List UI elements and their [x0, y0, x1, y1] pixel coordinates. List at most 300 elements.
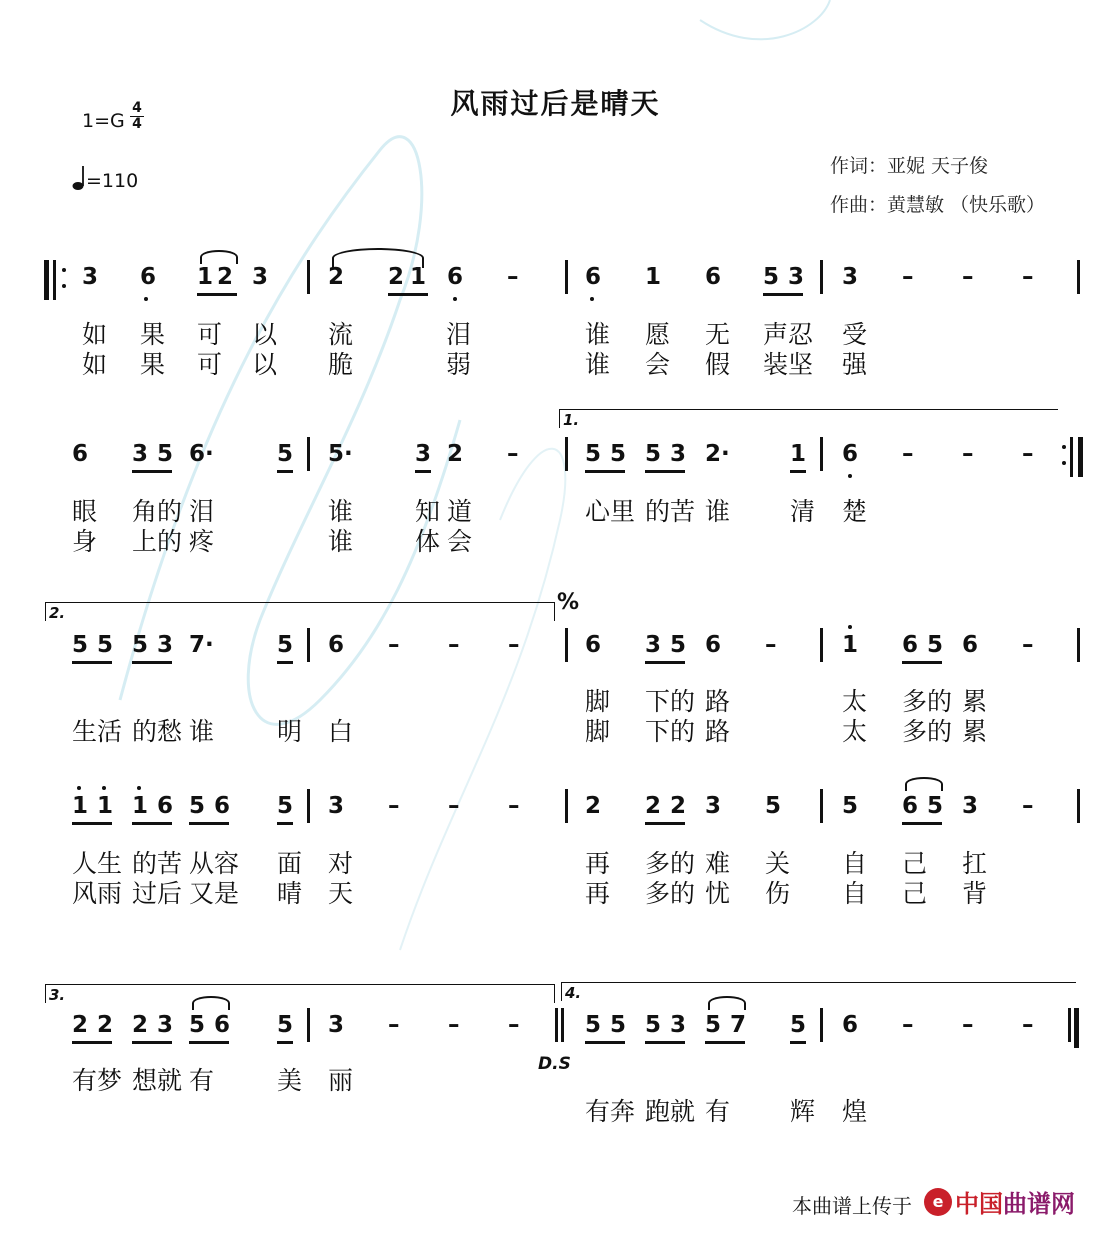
- note: 3: [670, 1012, 687, 1038]
- lyric-char: 太: [842, 717, 868, 746]
- logo-icon: e: [924, 1188, 952, 1216]
- note: 6: [328, 632, 345, 658]
- barline: [1077, 628, 1080, 662]
- beam-underline: [388, 293, 428, 296]
- lyric-char: 活: [97, 717, 123, 746]
- note: 3: [788, 264, 805, 290]
- lyric-char: 会: [645, 350, 671, 379]
- composer: 作曲：黄慧敏 （快乐歌）: [830, 194, 1046, 216]
- barline: [307, 789, 310, 823]
- note: –: [902, 1012, 914, 1038]
- note: 5: [842, 793, 859, 819]
- note: –: [1022, 441, 1034, 467]
- note: 6: [72, 441, 89, 467]
- octave-dot: [848, 474, 852, 478]
- lyric-char: 背: [962, 879, 988, 908]
- note: 6·: [189, 441, 214, 467]
- octave-dot: [137, 786, 141, 790]
- note: –: [508, 1012, 520, 1038]
- lyric-char: 雨: [97, 879, 123, 908]
- lyric-char: 路: [705, 687, 731, 716]
- repeat-start-thick: [44, 260, 49, 300]
- note: 5: [277, 793, 294, 819]
- note: 5: [585, 441, 602, 467]
- note: 3: [157, 1012, 174, 1038]
- note: 3: [328, 793, 345, 819]
- lyric-char: 声: [763, 320, 789, 349]
- note: 5·: [328, 441, 353, 467]
- note: –: [508, 632, 520, 658]
- lyric-char: 疼: [189, 527, 215, 556]
- barline: [820, 628, 823, 662]
- lyric-char: 谁: [328, 497, 354, 526]
- lyric-char: 煌: [842, 1097, 868, 1126]
- volta-bracket-2: [45, 602, 555, 621]
- beam-underline: [763, 293, 803, 296]
- note: –: [388, 1012, 400, 1038]
- lyric-char: 伤: [765, 879, 791, 908]
- note: 2: [388, 264, 405, 290]
- note: 5: [72, 632, 89, 658]
- beam-underline: [645, 1041, 685, 1044]
- beam-underline: [645, 470, 685, 473]
- repeat-end-thick: [1078, 437, 1083, 477]
- note: 2: [217, 264, 234, 290]
- dal-segno: D.S: [538, 1054, 571, 1074]
- barline: [1077, 260, 1080, 294]
- lyric-char: 奔: [610, 1097, 636, 1126]
- lyric-char: 以: [252, 350, 278, 379]
- segno-sign: %: [557, 590, 580, 615]
- lyric-char: 想: [132, 1066, 158, 1095]
- note: 3: [157, 632, 174, 658]
- octave-dot: [62, 268, 66, 272]
- note: –: [1022, 793, 1034, 819]
- lyric-char: 关: [765, 849, 791, 878]
- lyric-char: 流: [328, 320, 354, 349]
- lyric-char: 强: [842, 350, 868, 379]
- lyric-char: 扛: [962, 849, 988, 878]
- beam-underline: [72, 1041, 112, 1044]
- beam-underline: [72, 661, 112, 664]
- note: 5: [705, 1012, 722, 1038]
- lyric-char: 生: [97, 849, 123, 878]
- lyric-char: 果: [140, 350, 166, 379]
- lyric-char: 苦: [157, 849, 183, 878]
- note: 1: [790, 441, 807, 467]
- note: –: [902, 441, 914, 467]
- lyric-char: 如: [82, 320, 108, 349]
- lyric-char: 可: [197, 320, 223, 349]
- lyric-char: 难: [705, 849, 731, 878]
- lyric-char: 自: [842, 849, 868, 878]
- time-sig-top: 4: [132, 100, 142, 116]
- note: 5: [790, 1012, 807, 1038]
- lyric-char: 愁: [157, 717, 183, 746]
- lyric-char: 知: [415, 497, 441, 526]
- note: 6: [842, 441, 859, 467]
- octave-dot: [1062, 461, 1066, 465]
- volta-bracket-3: [45, 984, 555, 1003]
- lyric-char: 己: [902, 879, 928, 908]
- lyric-char: 身: [72, 527, 98, 556]
- note: 1: [842, 632, 859, 658]
- volta-bracket-4: [561, 982, 1076, 1001]
- lyric-char: 多: [645, 849, 671, 878]
- barline: [820, 789, 823, 823]
- note: 6: [902, 793, 919, 819]
- note: 6: [585, 632, 602, 658]
- lyric-char: 又: [189, 879, 215, 908]
- key-text: 1=G: [82, 110, 125, 132]
- note: 6: [962, 632, 979, 658]
- note: 5: [765, 793, 782, 819]
- lyric-char: 忍: [788, 320, 814, 349]
- note: –: [507, 264, 519, 290]
- barline: [1070, 437, 1073, 477]
- barline: [555, 1008, 558, 1042]
- note: 6: [705, 632, 722, 658]
- note: 3: [705, 793, 722, 819]
- note: 7·: [189, 632, 214, 658]
- note: 3: [328, 1012, 345, 1038]
- note: 5: [645, 441, 662, 467]
- note: 3: [132, 441, 149, 467]
- note: 2: [670, 793, 687, 819]
- lyric-char: 果: [140, 320, 166, 349]
- song-title: 风雨过后是晴天: [450, 87, 661, 120]
- lyric-char: 下: [645, 687, 671, 716]
- lyric-char: 风: [72, 879, 98, 908]
- note: 6: [140, 264, 157, 290]
- note: 6: [902, 632, 919, 658]
- note: 3: [82, 264, 99, 290]
- lyric-char: 梦: [97, 1066, 123, 1095]
- barline: [307, 628, 310, 662]
- barline: [1068, 1008, 1071, 1042]
- note: 5: [97, 632, 114, 658]
- lyric-char: 的: [132, 717, 158, 746]
- note: 3: [962, 793, 979, 819]
- lyric-char: 累: [962, 687, 988, 716]
- lyric-char: 下: [645, 717, 671, 746]
- lyric-char: 苦: [670, 497, 696, 526]
- note: 3: [415, 441, 432, 467]
- lyric-char: 就: [157, 1066, 183, 1095]
- lyric-char: 受: [842, 320, 868, 349]
- note: 5: [189, 1012, 206, 1038]
- lyric-char: 天: [328, 879, 354, 908]
- lyric-char: 多: [645, 879, 671, 908]
- note: 5: [610, 441, 627, 467]
- barline: [565, 260, 568, 294]
- tempo-text: =110: [86, 170, 139, 192]
- lyric-char: 累: [962, 717, 988, 746]
- lyric-char: 丽: [328, 1066, 354, 1095]
- note: 5: [670, 632, 687, 658]
- note: 6: [842, 1012, 859, 1038]
- barline: [1077, 789, 1080, 823]
- note: 5: [132, 632, 149, 658]
- lyric-char: 脚: [585, 687, 611, 716]
- footer-text: 本曲谱上传于: [792, 1194, 912, 1218]
- lyric-char: 太: [842, 687, 868, 716]
- note: 2: [97, 1012, 114, 1038]
- lyric-char: 装: [763, 350, 789, 379]
- note: 1: [410, 264, 427, 290]
- lyric-char: 有: [189, 1066, 215, 1095]
- note: –: [388, 793, 400, 819]
- beam-underline: [585, 470, 625, 473]
- lyric-char: 面: [277, 849, 303, 878]
- barline: [820, 1008, 823, 1042]
- lyric-char: 的: [670, 687, 696, 716]
- beam-underline: [277, 470, 293, 473]
- beam-underline: [902, 661, 942, 664]
- note: –: [902, 264, 914, 290]
- lyric-char: 容: [214, 849, 240, 878]
- lyric-char: 再: [585, 849, 611, 878]
- slur-arc: [905, 777, 943, 791]
- lyric-char: 美: [277, 1066, 303, 1095]
- beam-underline: [72, 822, 112, 825]
- note: 6: [214, 1012, 231, 1038]
- lyric-char: 的: [157, 527, 183, 556]
- lyric-char: 的: [157, 497, 183, 526]
- lyric-char: 脆: [328, 350, 354, 379]
- volta-label-2: 2.: [49, 604, 66, 622]
- lyric-char: 过: [132, 879, 158, 908]
- note: 2: [132, 1012, 149, 1038]
- time-sig-bottom: 4: [130, 116, 144, 132]
- note: 5: [585, 1012, 602, 1038]
- note: 2: [328, 264, 345, 290]
- octave-dot: [848, 625, 852, 629]
- octave-dot: [1062, 445, 1066, 449]
- lyric-char: 有: [705, 1097, 731, 1126]
- lyric-char: 无: [705, 320, 731, 349]
- lyric-char: 谁: [585, 320, 611, 349]
- note: 2: [585, 793, 602, 819]
- beam-underline: [132, 661, 172, 664]
- beam-underline: [189, 1041, 229, 1044]
- note: –: [962, 264, 974, 290]
- note: 3: [670, 441, 687, 467]
- lyric-char: 清: [790, 497, 816, 526]
- lyric-char: 脚: [585, 717, 611, 746]
- lyric-char: 谁: [705, 497, 731, 526]
- octave-dot: [144, 297, 148, 301]
- note: –: [388, 632, 400, 658]
- lyric-char: 忧: [705, 879, 731, 908]
- lyric-char: 的: [670, 849, 696, 878]
- final-bar-thick: [1074, 1008, 1079, 1048]
- note: –: [765, 632, 777, 658]
- barline: [307, 437, 310, 471]
- lyric-char: 就: [670, 1097, 696, 1126]
- lyric-char: 白: [328, 717, 354, 746]
- lyric-char: 的: [927, 717, 953, 746]
- note: 5: [189, 793, 206, 819]
- barline: [820, 260, 823, 294]
- slur-arc: [200, 250, 238, 264]
- note: 1: [72, 793, 89, 819]
- note: 5: [277, 441, 294, 467]
- beam-underline: [705, 1041, 745, 1044]
- beam-underline: [902, 822, 942, 825]
- beam-underline: [132, 470, 172, 473]
- beam-underline: [790, 1041, 806, 1044]
- note: –: [1022, 632, 1034, 658]
- lyric-char: 以: [252, 320, 278, 349]
- lyric-char: 谁: [328, 527, 354, 556]
- lyric-char: 明: [277, 717, 303, 746]
- beam-underline: [645, 822, 685, 825]
- lyric-char: 泪: [446, 320, 472, 349]
- lyric-char: 坚: [788, 350, 814, 379]
- note: 2: [72, 1012, 89, 1038]
- lyric-char: 眼: [72, 497, 98, 526]
- lyric-char: 的: [670, 717, 696, 746]
- lyric-char: 假: [705, 350, 731, 379]
- logo-text-b: 曲谱网: [1003, 1190, 1075, 1218]
- barline: [820, 437, 823, 471]
- beam-underline: [415, 470, 431, 473]
- lyric-char: 自: [842, 879, 868, 908]
- volta-label-1: 1.: [563, 411, 580, 429]
- lyric-char: 上: [132, 527, 158, 556]
- lyric-char: 可: [197, 350, 223, 379]
- octave-dot: [590, 297, 594, 301]
- lyric-char: 楚: [842, 497, 868, 526]
- note: 7: [730, 1012, 747, 1038]
- note: –: [1022, 264, 1034, 290]
- note: –: [448, 632, 460, 658]
- lyricist: 作词：亚妮 天子俊: [830, 155, 989, 177]
- note: –: [448, 793, 460, 819]
- note: 6: [705, 264, 722, 290]
- volta-bracket-1: [559, 409, 1058, 428]
- lyric-char: 愿: [645, 320, 671, 349]
- beam-underline: [189, 822, 229, 825]
- lyric-char: 生: [72, 717, 98, 746]
- barline: [53, 260, 56, 300]
- beam-underline: [277, 1041, 293, 1044]
- lyric-char: 从: [189, 849, 215, 878]
- note: –: [1022, 1012, 1034, 1038]
- lyric-char: 后: [157, 879, 183, 908]
- note: 5: [763, 264, 780, 290]
- beam-underline: [277, 822, 293, 825]
- note: 3: [645, 632, 662, 658]
- note: –: [448, 1012, 460, 1038]
- lyric-char: 体: [415, 527, 441, 556]
- logo-text-a: 中国: [955, 1190, 1003, 1218]
- note: 6: [447, 264, 464, 290]
- upload-source: [792, 1190, 912, 1219]
- lyric-char: 的: [132, 849, 158, 878]
- note: 2·: [705, 441, 730, 467]
- lyric-char: 有: [72, 1066, 98, 1095]
- barline: [565, 628, 568, 662]
- note: 5: [277, 1012, 294, 1038]
- barline: [307, 260, 310, 294]
- volta-label-4: 4.: [565, 984, 582, 1002]
- note: 5: [610, 1012, 627, 1038]
- lyric-char: 人: [72, 849, 98, 878]
- note: 3: [842, 264, 859, 290]
- note: 2: [645, 793, 662, 819]
- lyric-char: 角: [132, 497, 158, 526]
- octave-dot: [102, 786, 106, 790]
- note: 5: [277, 632, 294, 658]
- note: 1: [645, 264, 662, 290]
- note: 1: [132, 793, 149, 819]
- lyric-char: 弱: [446, 350, 472, 379]
- note: 2: [447, 441, 464, 467]
- octave-dot: [77, 786, 81, 790]
- barline: [307, 1008, 310, 1042]
- lyric-char: 如: [82, 350, 108, 379]
- lyric-char: 会: [447, 527, 473, 556]
- note: –: [508, 793, 520, 819]
- barline: [561, 1008, 564, 1042]
- lyric-char: 的: [927, 687, 953, 716]
- note: 5: [927, 793, 944, 819]
- note: 1: [197, 264, 214, 290]
- lyric-char: 泪: [189, 497, 215, 526]
- barline: [565, 789, 568, 823]
- volta-label-3: 3.: [49, 986, 66, 1004]
- barline: [565, 437, 568, 471]
- note: 5: [157, 441, 174, 467]
- beam-underline: [197, 293, 237, 296]
- lyric-char: 里: [610, 497, 636, 526]
- lyric-char: 多: [902, 717, 928, 746]
- note: –: [507, 441, 519, 467]
- note: 6: [214, 793, 231, 819]
- lyric-char: 有: [585, 1097, 611, 1126]
- note: –: [962, 1012, 974, 1038]
- lyric-char: 的: [645, 497, 671, 526]
- note: 6: [157, 793, 174, 819]
- note: 5: [927, 632, 944, 658]
- lyric-char: 是: [214, 879, 240, 908]
- lyric-char: 跑: [645, 1097, 671, 1126]
- beam-underline: [790, 470, 806, 473]
- note: 3: [252, 264, 269, 290]
- note: 6: [585, 264, 602, 290]
- beam-underline: [277, 661, 293, 664]
- lyric-char: 再: [585, 879, 611, 908]
- site-logo[interactable]: [924, 1184, 1075, 1219]
- lyric-char: 辉: [790, 1097, 816, 1126]
- beam-underline: [132, 822, 172, 825]
- lyric-char: 的: [670, 879, 696, 908]
- beam-underline: [585, 1041, 625, 1044]
- slur-arc: [332, 248, 424, 268]
- lyric-char: 谁: [189, 717, 215, 746]
- lyric-char: 晴: [277, 879, 303, 908]
- beam-underline: [645, 661, 685, 664]
- lyric-char: 对: [328, 849, 354, 878]
- note: 5: [645, 1012, 662, 1038]
- lyric-char: 己: [902, 849, 928, 878]
- octave-dot: [62, 284, 66, 288]
- lyric-char: 多: [902, 687, 928, 716]
- note: 1: [97, 793, 114, 819]
- lyric-char: 道: [447, 497, 473, 526]
